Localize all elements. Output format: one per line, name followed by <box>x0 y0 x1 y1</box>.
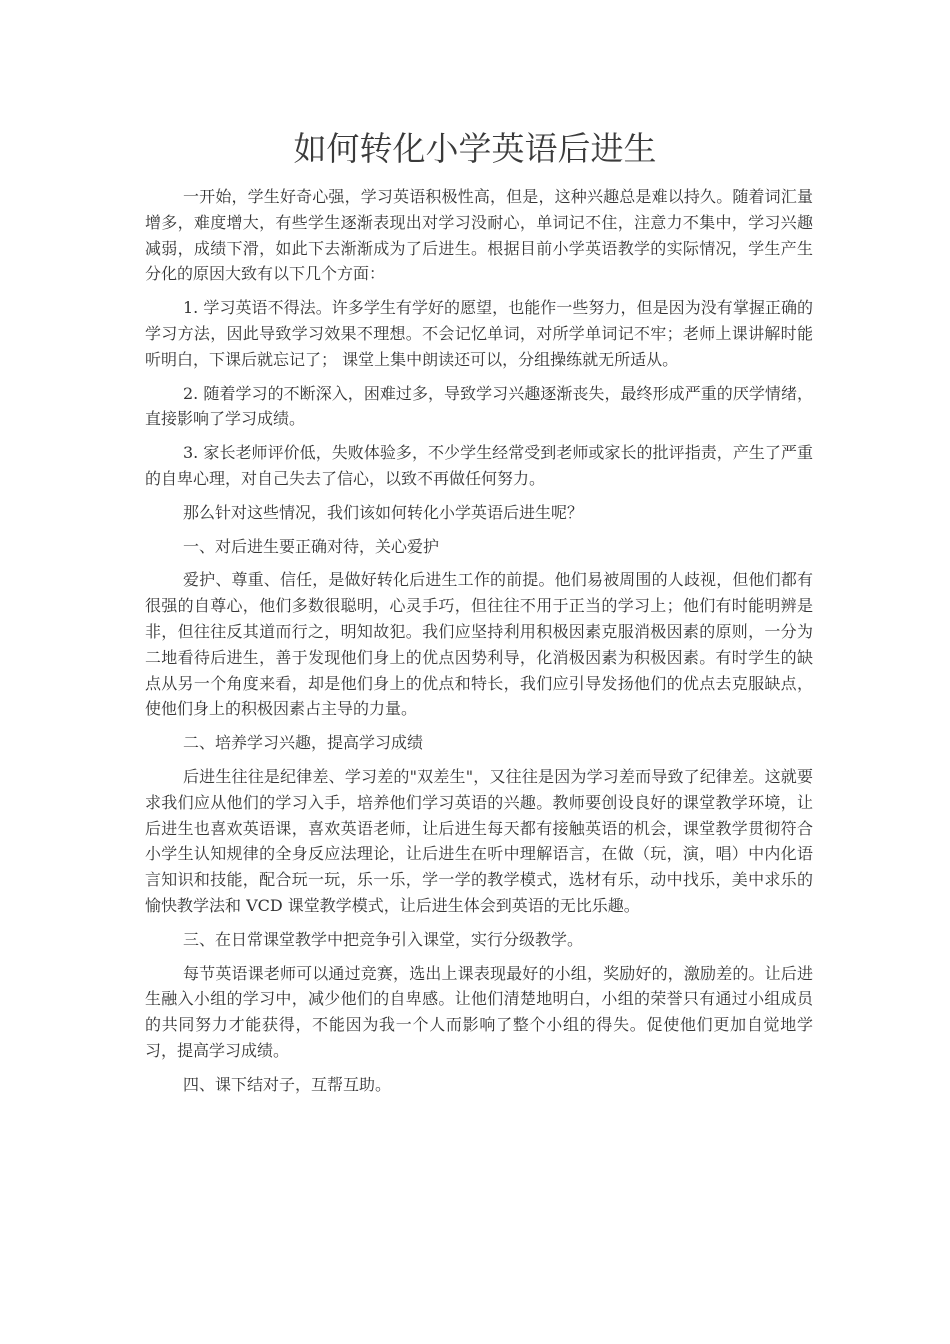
paragraph-question: 那么针对这些情况，我们该如何转化小学英语后进生呢？ <box>183 502 584 522</box>
paragraph-section-1: 爱护、尊重、信任，是做好转化后进生工作的前提。他们易被周围的人歧视，但他们都有很强的自尊心，他们多数很聪明，心灵手巧，但往往不用于正当的学习上；他们有时能明辨是非，但往往反其道而行之，明知故犯。我们应坚持利用积极因素克服消极因素的原则，一分为二地看待后进生，善于发现他们身上的优点因势利导，化消极因素为积极因素。有时学生的缺点从另一个角度来看，却是他们身上的优点和特长，我们应引导发扬他们的优点去克服缺点，使他们身上的积极因素占主导的力量。 <box>145 570 813 719</box>
paragraph-reason-1: 1. 学习英语不得法。许多学生有学好的愿望，也能作一些努力，但是因为没有掌握正确的学习方法，因此导致学习效果不理想。不会记忆单词，对所学单词记不牢；老师上课讲解时能听明白，下课后就忘记了； 课堂上集中朗读还可以，分组操练就无所适从。 <box>145 298 813 369</box>
section-heading-1: 一、对后进生要正确对待，关心爱护 <box>183 536 440 556</box>
section-heading-4: 四、课下结对子，互帮互助。 <box>183 1074 392 1094</box>
section-heading-3: 三、在日常课堂教学中把竞争引入课堂，实行分级教学。 <box>183 929 584 949</box>
document-body <box>145 184 813 1098</box>
paragraph-reason-3: 3. 家长老师评价低，失败体验多，不少学生经常受到老师或家长的批评指责，产生了严重的自卑心理，对自己失去了信心，以致不再做任何努力。 <box>145 443 813 488</box>
section-heading-2: 二、培养学习兴趣，提高学习成绩 <box>183 733 424 753</box>
paragraph-section-2: 后进生往往是纪律差、学习差的"双差生"，又往往是因为学习差而导致了纪律差。这就要求我们应从他们的学习入手，培养他们学习英语的兴趣。教师要创设良好的课堂教学环境，让后进生也喜欢英语课，喜欢英语老师，让后进生每天都有接触英语的机会，课堂教学贯彻符合小学生认知规律的全身反应法理论，让后进生在听中理解语言，在做（玩，演，唱）中内化语言知识和技能，配合玩一玩，乐一乐，学一学的教学模式，选材有乐，动中找乐，美中求乐的愉快教学法和 VCD 课堂教学模式，让后进生体会到英语的无比乐趣。 <box>145 766 813 915</box>
paragraph-intro: 一开始，学生好奇心强，学习英语积极性高，但是，这种兴趣总是难以持久。随着词汇量增多，难度增大，有些学生逐渐表现出对学习没耐心，单词记不住，注意力不集中，学习兴趣减弱，成绩下滑，如此下去渐渐成为了后进生。根据目前小学英语教学的实际情况，学生产生分化的原因大致有以下几个方面： <box>145 187 813 284</box>
document-title: 如何转化小学英语后进生 <box>293 129 657 168</box>
paragraph-section-3: 每节英语课老师可以通过竞赛，选出上课表现最好的小组，奖励好的，激励差的。让后进生融入小组的学习中，减少他们的自卑感。让他们清楚地明白，小组的荣誉只有通过小组成员的共同努力才能获得，不能因为我一个人而影响了整个小组的得失。促使他们更加自觉地学习，提高学习成绩。 <box>145 963 813 1060</box>
paragraph-reason-2: 2. 随着学习的不断深入，困难过多，导致学习兴趣逐渐丧失，最终形成严重的厌学情绪，直接影响了学习成绩。 <box>145 383 813 429</box>
